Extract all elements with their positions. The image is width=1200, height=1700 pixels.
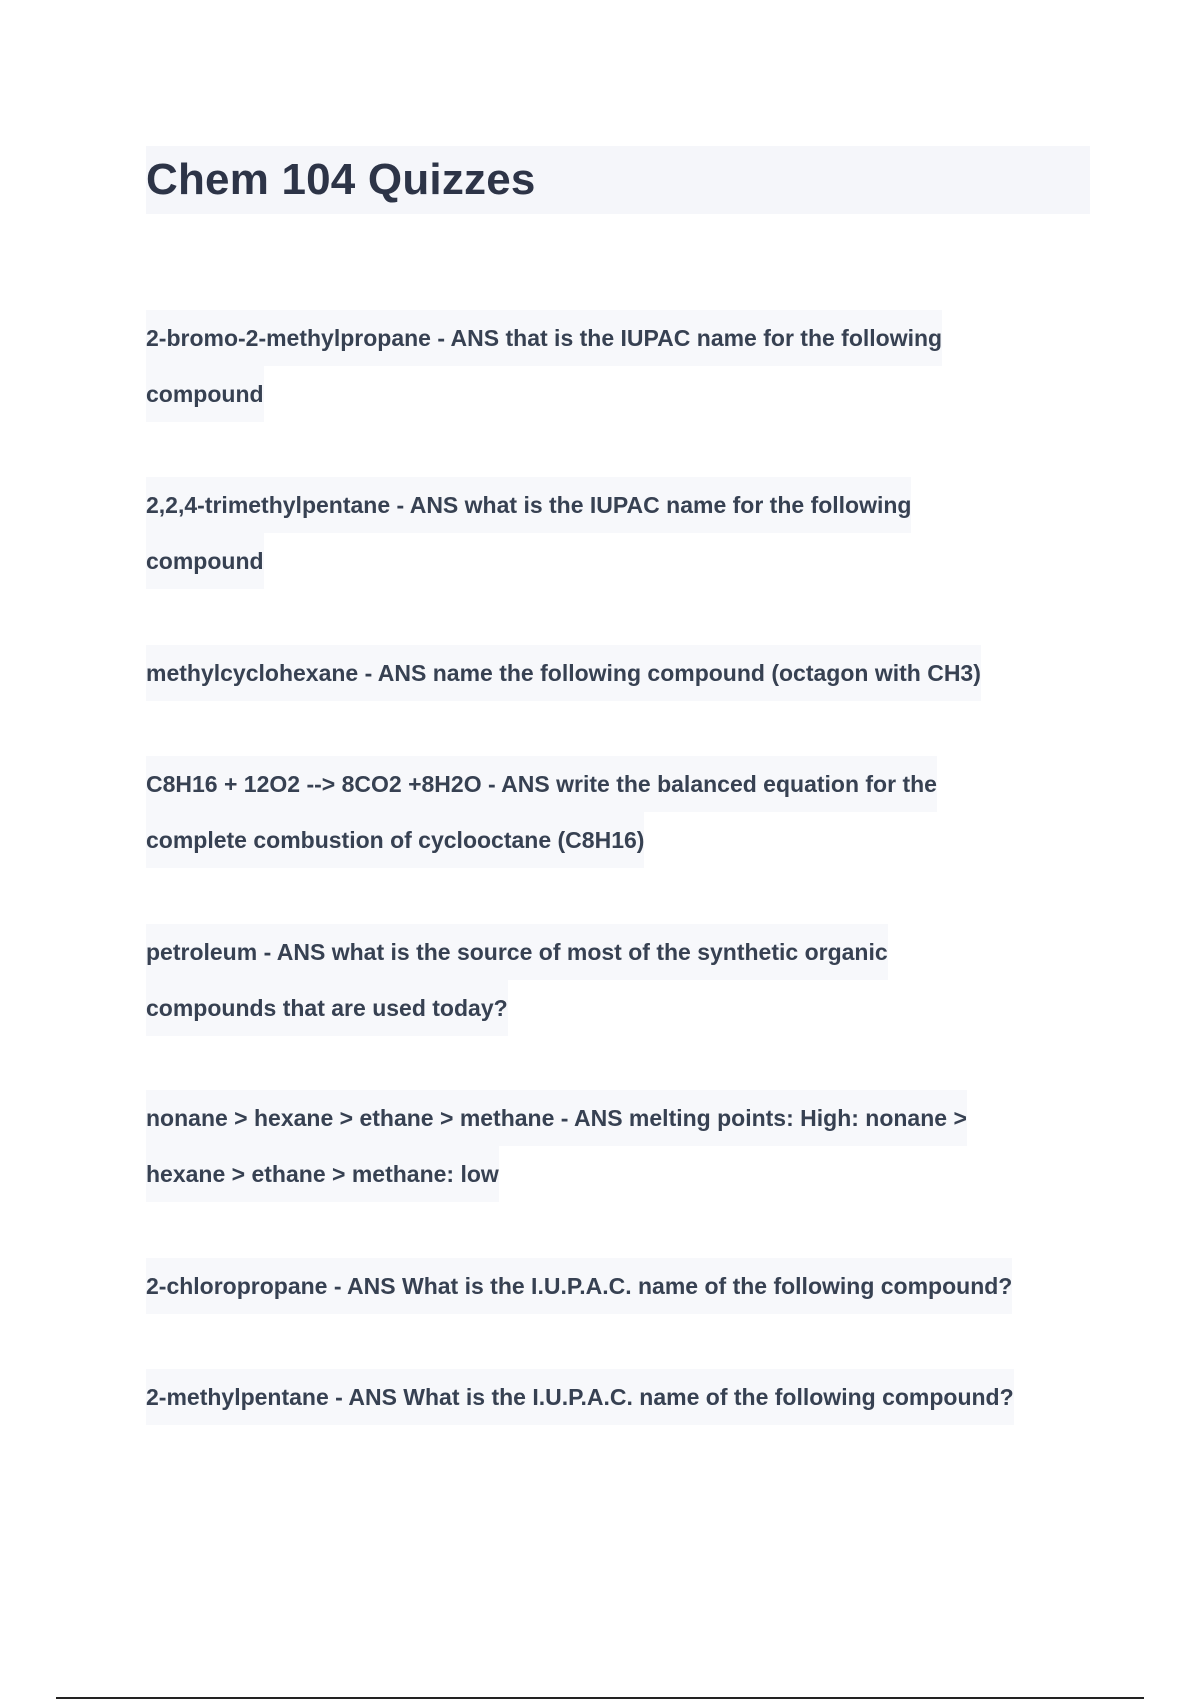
footer-divider xyxy=(56,1697,1144,1699)
qa-item-3 xyxy=(146,645,1090,701)
qa-item-line: C8H16 + 12O2 --> 8CO2 +8H2O - ANS write the balanced equation for the xyxy=(146,756,937,812)
qa-item-line: nonane > hexane > ethane > methane - ANS melting points: High: nonane > xyxy=(146,1090,967,1146)
qa-item-line: compound xyxy=(146,533,264,589)
qa-item-line: methylcyclohexane - ANS name the following compound (octagon with CH3) xyxy=(146,645,981,701)
page-title: Chem 104 Quizzes xyxy=(146,155,536,204)
qa-item-line: 2-bromo-2-methylpropane - ANS that is the IUPAC name for the following xyxy=(146,310,942,366)
title-bar xyxy=(146,146,1090,214)
qa-item-8 xyxy=(146,1369,1090,1425)
qa-item-1 xyxy=(146,310,1090,422)
qa-item-line: compound xyxy=(146,366,264,422)
qa-item-line: 2,2,4-trimethylpentane - ANS what is the IUPAC name for the following xyxy=(146,477,911,533)
qa-item-6 xyxy=(146,1090,1090,1202)
qa-item-line: compounds that are used today? xyxy=(146,980,508,1036)
qa-item-5 xyxy=(146,924,1090,1036)
qa-item-line: 2-methylpentane - ANS What is the I.U.P.A.C. name of the following compound? xyxy=(146,1369,1014,1425)
qa-item-line: hexane > ethane > methane: low xyxy=(146,1146,499,1202)
qa-item-line: petroleum - ANS what is the source of most of the synthetic organic xyxy=(146,924,888,980)
qa-item-line: 2-chloropropane - ANS What is the I.U.P.A.C. name of the following compound? xyxy=(146,1258,1012,1314)
qa-item-7 xyxy=(146,1258,1090,1314)
qa-item-4 xyxy=(146,756,1090,868)
qa-item-2 xyxy=(146,477,1090,589)
qa-item-line: complete combustion of cyclooctane (C8H16) xyxy=(146,812,644,868)
